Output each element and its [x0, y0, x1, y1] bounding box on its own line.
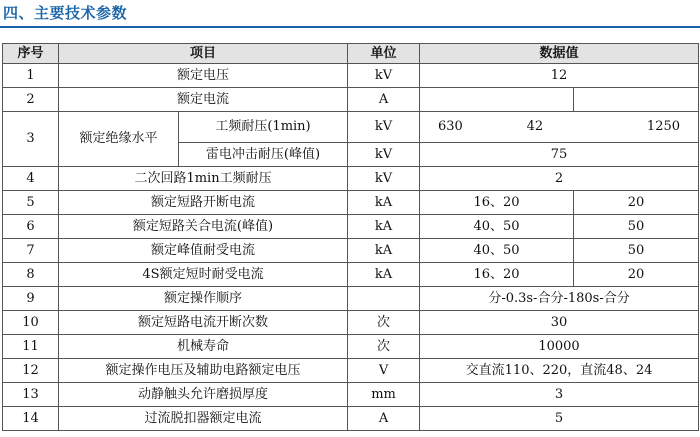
row-item: 过流脱扣器额定电流: [59, 406, 348, 430]
row-unit: V: [348, 358, 420, 382]
value-part: 630: [438, 119, 463, 135]
row-number: 14: [3, 406, 59, 430]
table-row: [3, 406, 699, 430]
header-unit: 单位: [348, 44, 420, 64]
row-unit: kA: [348, 238, 420, 262]
row-value-a: 16、20: [420, 262, 574, 286]
title-underline: [0, 26, 700, 28]
row-value: 分-0.3s-合分-180s-合分: [420, 286, 699, 310]
row-number: 9: [3, 286, 59, 310]
row-value-a: [420, 88, 574, 112]
value-part: 1250: [646, 119, 681, 135]
row-value-multi: [420, 112, 699, 143]
row-unit: 次: [348, 310, 420, 334]
row-item: 4S额定短时耐受电流: [59, 262, 348, 286]
row-unit: kV: [348, 112, 420, 143]
header-item: 项目: [59, 44, 348, 64]
header-value: 数据值: [420, 44, 699, 64]
table-row: [3, 358, 699, 382]
table-row: [3, 334, 699, 358]
table-header-row: [3, 44, 699, 64]
row-unit: kV: [348, 142, 420, 166]
row-value-a: 40、50: [420, 214, 574, 238]
section-title: 四、主要技术参数: [3, 4, 128, 22]
table-row: [3, 286, 699, 310]
table-row: [3, 112, 699, 143]
table-row: [3, 238, 699, 262]
row-unit: A: [348, 406, 420, 430]
row-item: 额定峰值耐受电流: [59, 238, 348, 262]
row-number: 11: [3, 334, 59, 358]
row-value: 75: [420, 142, 699, 166]
row-number: 3: [3, 112, 59, 167]
row-value: 10000: [420, 334, 699, 358]
row-number: 8: [3, 262, 59, 286]
row-number: 6: [3, 214, 59, 238]
row-item: 额定操作电压及辅助电路额定电压: [59, 358, 348, 382]
row-number: 5: [3, 190, 59, 214]
row-value-b: 20: [574, 262, 699, 286]
row-value-b: 50: [574, 238, 699, 262]
row-value: 交直流110、220，直流48、24: [420, 358, 699, 382]
row-number: 10: [3, 310, 59, 334]
table-row: [3, 190, 699, 214]
row-value: 2: [420, 166, 699, 190]
row-unit: mm: [348, 382, 420, 406]
row-value-b: 50: [574, 214, 699, 238]
row-unit: 次: [348, 334, 420, 358]
row-value: 30: [420, 310, 699, 334]
row-unit: kA: [348, 214, 420, 238]
row-unit: A: [348, 88, 420, 112]
row-subitem: 工频耐压(1min): [179, 112, 348, 143]
row-item: 额定短路电流开断次数: [59, 310, 348, 334]
row-unit: kV: [348, 166, 420, 190]
technical-parameters-table: [2, 43, 699, 431]
row-unit: kV: [348, 64, 420, 88]
row-number: 12: [3, 358, 59, 382]
table-row: [3, 64, 699, 88]
row-number: 4: [3, 166, 59, 190]
row-number: 7: [3, 238, 59, 262]
table-row: [3, 88, 699, 112]
row-value: 3: [420, 382, 699, 406]
row-unit: kA: [348, 190, 420, 214]
row-item: 额定短路关合电流(峰值): [59, 214, 348, 238]
row-value: 12: [420, 64, 699, 88]
value-part: 42: [526, 119, 544, 135]
row-number: 13: [3, 382, 59, 406]
row-value: 5: [420, 406, 699, 430]
row-item: 机械寿命: [59, 334, 348, 358]
header-seq: 序号: [3, 44, 59, 64]
row-unit: kA: [348, 262, 420, 286]
row-value-a: 16、20: [420, 190, 574, 214]
row-group-label: 额定绝缘水平: [59, 112, 179, 167]
table-row: [3, 214, 699, 238]
table-row: [3, 166, 699, 190]
row-item: 额定电压: [59, 64, 348, 88]
row-value-a: 40、50: [420, 238, 574, 262]
row-value-b: 20: [574, 190, 699, 214]
row-item: 额定短路开断电流: [59, 190, 348, 214]
row-item: 额定操作顺序: [59, 286, 348, 310]
row-item: 额定电流: [59, 88, 348, 112]
row-value-b: [574, 88, 699, 112]
row-item: 二次回路1min工频耐压: [59, 166, 348, 190]
row-subitem: 雷电冲击耐压(峰值): [179, 142, 348, 166]
table-row: [3, 382, 699, 406]
table-row: [3, 262, 699, 286]
table-row: [3, 310, 699, 334]
row-number: 2: [3, 88, 59, 112]
row-unit: [348, 286, 420, 310]
row-item: 动静触头允许磨损厚度: [59, 382, 348, 406]
row-number: 1: [3, 64, 59, 88]
